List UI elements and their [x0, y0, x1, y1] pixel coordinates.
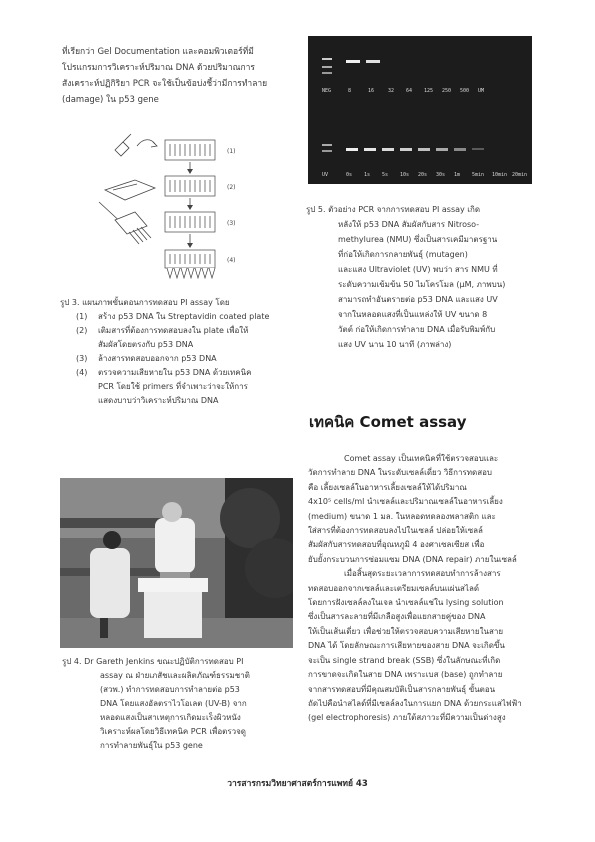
gel-lane-label: 500 — [460, 88, 470, 94]
body-line: ใส่สารที่ต้องการทดสอบลงไปในเซลล์ ปล่อยให้เซลล์ — [308, 526, 483, 536]
intro-paragraph — [62, 44, 292, 108]
body-line: สัมผัสกับสารทดสอบที่อุณหภูมิ 4 องศาเซลเซียส เพื่อ — [308, 540, 485, 550]
caption-line: ที่ก่อให้เกิดการกลายพันธุ์ (mutagen) — [338, 250, 468, 259]
list-item — [76, 380, 295, 394]
step-label-2: (2) — [227, 184, 236, 191]
gel-lane-label: 125 — [424, 88, 434, 94]
gel-lane-label: 16 — [368, 88, 375, 94]
body-line: การขาดจะเกิดในสาย DNA เพราะเบส (base) ถูกทำลาย — [308, 670, 503, 680]
step-number — [76, 394, 98, 408]
step2-flask-illustration — [105, 180, 155, 200]
gel-lane-label: 10s — [400, 172, 410, 178]
caption-line: methylurea (NMU) ซึ่งเป็นสารเคมีมาตรฐาน — [338, 235, 498, 244]
caption-line: จากในหลอดแสงที่เป็นแหล่งให้ UV ขนาด 8 — [338, 310, 488, 319]
figure4-caption — [62, 655, 294, 753]
caption-line: (สวพ.) ทำการทดสอบการทำลายต่อ p53 — [100, 685, 240, 694]
gel-lane-label: 64 — [406, 88, 413, 94]
caption-line: หลอดแสงเป็นสาเหตุการเกิดมะเร็งผิวหนัง — [100, 713, 241, 722]
gel-lane-label: 32 — [388, 88, 395, 94]
caption-line: การทำลายพันธุ์ใน p53 gene — [100, 741, 203, 750]
gel-lane-label: 10min — [492, 172, 508, 178]
plate-step4 — [165, 250, 215, 278]
gel-lane-label: 8 — [348, 88, 352, 94]
body-line: ถัดไปคือนำสไลด์ที่มีเซลล์ลงในการแยก DNA ด้วยกระแสไฟฟ้า — [308, 698, 522, 708]
gel-lane-label: 250 — [442, 88, 452, 94]
body-line: (medium) ขนาด 1 มล. ในหลอดทดลองพลาสติก และ — [308, 511, 496, 521]
figure5-caption — [306, 202, 538, 352]
lab-photo — [60, 478, 293, 648]
step-label-4: (4) — [227, 257, 236, 264]
list-item — [76, 352, 295, 366]
gel-lane-label: 1m — [454, 172, 461, 178]
caption-line: รูป 5. ตัวอย่าง PCR จากการทดสอบ PI assay เกิด — [306, 205, 481, 214]
body-line: ยับยั้งกระบวนการซ่อมแซม DNA (DNA repair) ภายในเซลล์ — [308, 554, 517, 564]
gel-lane-label: NEG — [322, 88, 332, 94]
gel-lane-label: 20min — [512, 172, 528, 178]
body-line: โดยการฝังเซลล์ลงในเจล นำเซลล์แช่ใน lysing solution — [308, 598, 504, 608]
list-item — [76, 310, 295, 324]
body-line: จากสารทดสอบที่มีคุณสมบัติเป็นสารกลายพันธุ์ ขั้นตอน — [308, 684, 496, 694]
caption-line: สามารถทำอันตรายต่อ p53 DNA และแสง UV — [338, 295, 498, 304]
plate-step1 — [165, 140, 215, 160]
step-number: (4) — [76, 368, 88, 377]
body-line: 4x10⁵ cells/ml นำเซลล์และปริมาณเซลล์ในอาหารเลี้ยง — [308, 497, 503, 507]
section-heading: เทคนิค Comet assay — [309, 413, 467, 431]
pi-assay-diagram — [95, 132, 265, 292]
step-text: ล้างสารทดสอบออกจาก p53 DNA — [98, 354, 217, 363]
lab-photo-illustration — [60, 478, 293, 648]
gel-lane-label: 5s — [382, 172, 389, 178]
body-line: วัดการทำลาย DNA ในระดับเซลล์เดี่ยว วิธีการทดสอบ — [308, 468, 492, 478]
gel-lane-label: 0s — [346, 172, 353, 178]
step-label-3: (3) — [227, 220, 236, 227]
body-line: ทดสอบออกจากเซลล์และเตรียมเซลล์บนแผ่นสไลด์ — [308, 583, 480, 593]
list-item — [76, 394, 295, 408]
gel-lane-label: UV — [322, 172, 329, 178]
list-item — [76, 366, 295, 380]
plate-step2 — [165, 176, 215, 196]
step-text: เติมสารที่ต้องการทดสอบลงใน plate เพื่อให้ — [98, 326, 249, 335]
caption-line: และแสง Ultraviolet (UV) พบว่า สาร NMU ที่ — [338, 265, 498, 274]
step-number — [76, 380, 98, 394]
arrow-head-icon — [187, 169, 193, 174]
body-line: DNA ได้ โดยลักษณะการเสียหายของสาย DNA จะเกิดขึ้น — [308, 641, 505, 651]
gel-bands-illustration — [308, 36, 532, 184]
step-number — [76, 338, 98, 352]
body-line: จะเป็น single strand break (SSB) ซึ่งในลักษณะที่เกิด — [308, 655, 501, 665]
step-text: แสดงบาบว่าวิเคราะห์ปริมาณ DNA — [98, 396, 219, 405]
body-line: ซึ่งเป็นสารละลายที่มีเกลือสูงเพื่อแยกสายคู่ของ DNA — [308, 612, 486, 622]
arrow-head-icon — [187, 205, 193, 210]
step1-tubes-illustration — [115, 134, 157, 156]
plate-step3 — [165, 212, 215, 232]
step-text: ตรวจความเสียหายใน p53 DNA ด้วยเทคนิค — [98, 368, 252, 377]
figure3-steps-list — [76, 310, 295, 408]
pi-assay-diagram-svg — [95, 132, 265, 292]
intro-line: (damage) ใน p53 gene — [62, 95, 159, 105]
step-number: (1) — [76, 312, 88, 321]
comet-assay-body — [308, 452, 540, 726]
page-footer: วารสารกรมวิทยาศาสตร์การแพทย์ 43 — [227, 779, 368, 789]
body-line: เมื่อสิ้นสุดระยะเวลาการทดสอบทำการล้างสาร — [344, 569, 501, 579]
gel-lane-label: 30s — [436, 172, 446, 178]
caption-line: รูป 4. Dr Gareth Jenkins ขณะปฏิบัติการทดสอบ PI — [62, 657, 244, 666]
caption-line: วิเคราะห์ผลโดยวิธีเทคนิค PCR เพื่อตรวจดู — [100, 727, 246, 736]
caption-line: หลังให้ p53 DNA สัมผัสกับสาร Nitroso- — [338, 220, 480, 229]
figure3-caption — [60, 296, 295, 408]
step-text: PCR โดยใช้ primers ที่จำเพาะว่าจะให้การ — [98, 382, 248, 391]
gel-lane-label: 5min — [472, 172, 485, 178]
step-number: (3) — [76, 354, 88, 363]
body-line: ให้เป็นเส้นเดี่ยว เพื่อช่วยให้ตรวจสอบความเสียหายในสาย — [308, 626, 504, 636]
figure3-title: รูป 3. แผนภาพขั้นตอนการทดสอบ PI assay โดย — [60, 298, 230, 307]
list-item — [76, 338, 295, 352]
step-text: สร้าง p53 DNA ใน Streptavidin coated plate — [98, 312, 270, 321]
intro-line: ที่เรียกว่า Gel Documentation และคอมพิวเตอร์ที่มี — [62, 47, 254, 57]
step3-multichannel-pipette — [99, 202, 151, 244]
body-line: Comet assay เป็นเทคนิคที่ใช้ตรวจสอบและ — [344, 454, 499, 463]
gel-lane-label: 1s — [364, 172, 371, 178]
intro-line: สังเคราะห์ปฏิกิริยา PCR จะใช้เป็นข้อบ่งชี้ว่ามีการทำลาย — [62, 79, 268, 89]
gel-photo — [308, 36, 532, 184]
step-label-1: (1) — [227, 148, 236, 155]
body-line: คือ เลี้ยงเซลล์ในอาหารเลี้ยงเซลล์ให้ได้ปริมาณ — [308, 482, 467, 492]
arrow-head-icon — [187, 243, 193, 248]
caption-line: วัตต์ ก่อให้เกิดการทำลาย DNA เมื่อรับพิมพ์กับ — [338, 325, 496, 334]
body-line: (gel electrophoresis) ภายใต้สภาวะที่มีความเป็นด่างสูง — [308, 713, 506, 723]
list-item — [76, 324, 295, 338]
step-text: สัมผัสโดยตรงกับ p53 DNA — [98, 340, 194, 349]
gel-lane-label: UM — [478, 88, 485, 94]
caption-line: ระดับความเข้มข้น 50 ไมโครโมล (μM, ภาพบน) — [338, 280, 506, 289]
intro-line: โปรแกรมการวิเคราะห์ปริมาณ DNA ด้วยปริมาณการ — [62, 63, 256, 73]
step-number: (2) — [76, 326, 88, 335]
caption-line: แสง UV นาน 10 นาที (ภาพล่าง) — [338, 340, 452, 349]
caption-line: DNA โดยแสงอัลตราไวโอเลต (UV-B) จาก — [100, 699, 247, 708]
caption-line: assay ณ ฝ่ายเภสัชและผลิตภัณฑ์ธรรมชาติ — [100, 671, 250, 680]
gel-lane-label: 20s — [418, 172, 428, 178]
